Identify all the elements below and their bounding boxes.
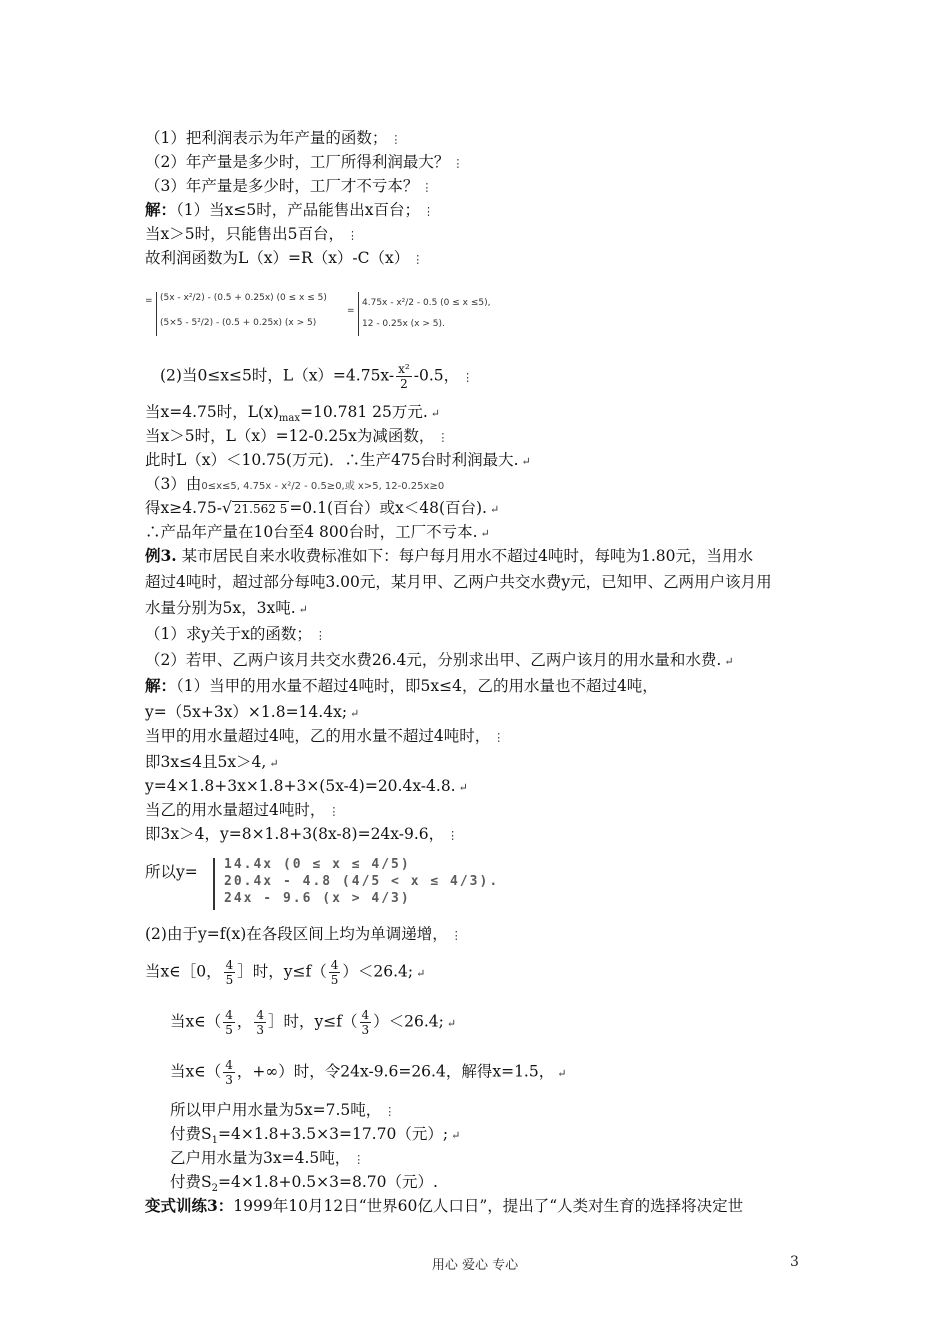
solution-intro: 解：（1）当甲的用水量不超过4吨时，即5x≤4，乙的用水量也不超过4吨， [145, 676, 658, 695]
example-3-heading: 例3. 某市居民自来水收费标准如下：每户每月用水不超过4吨时，每吨为1.80元，当用水 [145, 546, 753, 565]
fraction: $\frac{4}{3}$ [225, 1058, 233, 1087]
text-line: y=4×1.8+3x×1.8+3×(5x-4)=20.4x-4.8. ↵ [145, 777, 468, 795]
fraction: $\frac{\text{x²}}{2}$ [398, 362, 410, 391]
text-line: 当乙的用水量超过4吨时， ⋮ [145, 801, 340, 819]
page-number: 3 [790, 1254, 799, 1270]
question-3: （3）年产量是多少时，工厂才不亏本？ ⋮ [145, 177, 433, 195]
solution-intro: 解：（1）当x≤5时，产品能售出x百台； ⋮ [145, 200, 434, 219]
question-1: （1）求y关于x的函数； ⋮ [145, 625, 326, 643]
text-line: 付费$S_1=4\times 1.8+3.5\times 3=17.70$（元）; ↵ [170, 1125, 461, 1147]
fraction: $\frac{4}{5}$ [225, 1008, 233, 1037]
text-line: （3）由0≤x≤5, 4.75x - x²/2 - 0.5≥0,或 x>5, 12-0.25x≥0 [145, 475, 445, 493]
text-line: 当x∈（ $\frac{4}{5}$ ， $\frac{4}{3}$ ］时，y≤f（ $\frac{4}{3}$ ）＜26.4; ↵ [170, 1008, 457, 1037]
text-line: y=（5x+3x）×1.8=14.4x; ↵ [145, 703, 360, 721]
text-line: 此时L（x）＜10.75(万元)．∴生产475台时利润最大. ↵ [145, 451, 531, 469]
question-2: （2）年产量是多少时，工厂所得利润最大？ ⋮ [145, 153, 464, 171]
text-line: 故利润函数为L（x）=R（x）-C（x） ⋮ [145, 249, 424, 267]
text-line: 当x=4.75时，$L(x)_{max}=10.781$ 25万元. ↵ [145, 403, 440, 425]
text-line: 超过4吨时，超过部分每吨3.00元，某月甲、乙两户共交水费y元，已知甲、乙两用户该月用 [145, 573, 772, 591]
text-line: (2)当0≤x≤5时，L（x）=4.75x- $\frac{\text{x²}}{2}$ -0.5， ⋮ [160, 362, 474, 391]
text-line: 即3x≤4且5x＞4, ↵ [145, 753, 279, 771]
text-line: 即3x＞4，y=8×1.8+3(8x-8)=24x-9.6， ⋮ [145, 825, 459, 843]
text-line: 当x＞5时，只能售出5百台， ⋮ [145, 225, 358, 243]
text-line: 所以y= [145, 863, 198, 881]
fraction: $\frac{4}{3}$ [361, 1008, 370, 1037]
text-line: 乙户用水量为3x=4.5吨， ⋮ [170, 1149, 365, 1167]
question-1: （1）把利润表示为年产量的函数； ⋮ [145, 129, 402, 147]
variant-training-3: 变式训练3：1999年10月12日“世界60亿人口日”，提出了“人类对生育的选择将决定世 [145, 1196, 744, 1215]
text-line: (2)由于y=f(x)在各段区间上均为单调递增， ⋮ [145, 925, 462, 943]
text-line: 当x∈（ $\frac{4}{3}$ ，+∞）时，令24x-9.6=26.4，解得x=1.5， ↵ [170, 1058, 567, 1087]
document-page: （1）把利润表示为年产量的函数； ⋮ （2）年产量是多少时，工厂所得利润最大？ ⋮ （3）年产量是多少时，工厂才不亏本？ ⋮ 解：（1）当x≤5时，产品能售出x百台； ⋮ 当x＞5时，只能售出5百台， ⋮ 故利润函数为L（x）=R（x）-C（x） ⋮ = (5x - x²/2) - (0.5 + 0.25x) (0 ≤ x ≤ 5) (5×5 - 5²/2) - (0.5 + 0.25x) (x > 5) = 4.75x - x²/2 - 0.5 (0 ≤ x ≤5), 12 - 0.25x (x > 5). (2)当0≤x≤5时，L（x）=4.75x- $\frac{\text{x²}}{2}$ -0.5， ⋮ 当x=4.75时，$L(x)_{max}=10.781$ 25万元. ↵ 当x＞5时，L（x）=12-0.25x为减函数， ⋮ 此时L（x）＜10.75(万元)．∴生产475台时利润最大. ↵ （3）由0≤x≤5, 4.75x - x²/2 - 0.5≥0,或 x>5, 12-0.25x≥0 得x≥4.75-√ 21.562 5 =0.1(百台）或x＜48(百台). ↵ ∴产品年产量在10台至4 800台时，工厂不亏本. ↵ 例3. 某市居民自来水收费标准如下：每户每月用水不超过4吨时，每吨为1.80元，当用水 超过4吨时，超过部分每吨3.00元，某月甲、乙两户共交水费y元，已知甲、乙两用户该月用 水量分别为5x，3x吨. ↵ （1）求y关于x的函数； ⋮ （2）若甲、乙两户该月共交水费26.4元，分别求出甲、乙两户该月的用水量和水费. ↵ 解：（1）当甲的用水量不超过4吨时，即5x≤4，乙的用水量也不超过4吨， y=（5x+3x）×1.8=14.4x; ↵ 当甲的用水量超过4吨，乙的用水量不超过4吨时， ⋮ 即3x≤4且5x＞4, ↵ y=4×1.8+3x×1.8+3×(5x-4)=20.4x-4.8. ↵ 当乙的用水量超过4吨时， ⋮ 即3x＞4，y=8×1.8+3(8x-8)=24x-9.6， ⋮ 所以y= 14.4x (0 ≤ x ≤ 4/5) 20.4x - 4.8 (4/5 < x ≤ 4/3). 24x - 9.6 (x > 4/3) (2)由于y=f(x)在各段区间上均为单调递增， ⋮ 当x∈［0， $\frac{4}{5}$ ］时，y≤f（ $\frac{4}{5}$ ）＜26.4; ↵ 当x∈（ $\frac{4}{5}$ ， $\frac{4}{3}$ ］时，y≤f（ $\frac{4}{3}$ ）＜26.4; ↵ 当x∈（ $\frac{4}{3}$ ，+∞）时，令24x-9.6=26.4，解得x=1.5， ↵ 所以甲户用水量为5x=7.5吨， ⋮ 付费$S_1=4\times 1.8+3.5\times 3=17.70$（元）; ↵ 乙户用水量为3x=4.5吨， ⋮ 付费$S_2=4\times 1.8+0.5\times 3=8.70$（元）. 变式训练3：1999年10月12日“世界60亿人口日”，提出了“人类对生育的选择将决定世 用心 爱心 专心 3 [0, 0, 950, 1344]
text-line: 所以甲户用水量为5x=7.5吨， ⋮ [170, 1101, 396, 1119]
text-line: ∴产品年产量在10台至4 800台时，工厂不亏本. ↵ [145, 523, 490, 541]
text-line: 得x≥4.75-√ 21.562 5 =0.1(百台）或x＜48(百台). ↵ [145, 499, 500, 517]
text-line: 付费$S_2=4\times 1.8+0.5\times 3=8.70$（元）. [170, 1173, 438, 1195]
text-line: 当x＞5时，L（x）=12-0.25x为减函数， ⋮ [145, 427, 449, 445]
condition-formula-image: 0≤x≤5, 4.75x - x²/2 - 0.5≥0,或 x>5, 12-0.25x≥0 [201, 481, 445, 492]
fraction: $\frac{4}{3}$ [256, 1008, 265, 1037]
fraction: $\frac{4}{5}$ [225, 958, 234, 987]
fraction: $\frac{4}{5}$ [330, 958, 339, 987]
text-line: 当甲的用水量超过4吨，乙的用水量不超过4吨时， ⋮ [145, 727, 505, 745]
text-line: 水量分别为5x，3x吨. ↵ [145, 599, 308, 617]
question-2: （2）若甲、乙两户该月共交水费26.4元，分别求出甲、乙两户该月的用水量和水费. ↵ [145, 651, 734, 669]
text-line: 当x∈［0， $\frac{4}{5}$ ］时，y≤f（ $\frac{4}{5}$ ）＜26.4; ↵ [145, 958, 426, 987]
page-footer: 用心 爱心 专心 [431, 1258, 519, 1273]
